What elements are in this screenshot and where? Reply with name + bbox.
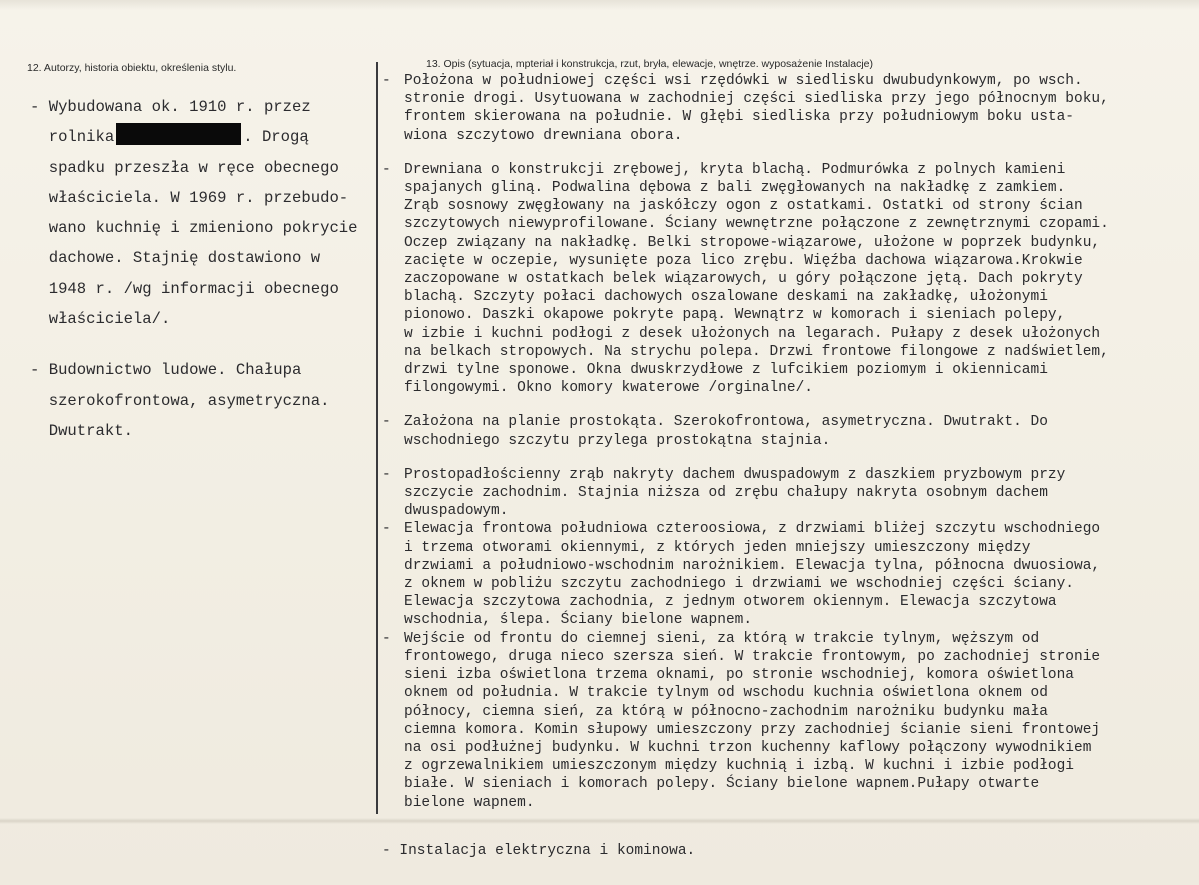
bullet-dash: - bbox=[382, 414, 391, 431]
text-line: właściciela/. bbox=[30, 310, 171, 329]
text-content: z ogrzewalnikiem umieszczonym między kuchnią i izbą. W kuchni i izbie podłogi bbox=[404, 758, 1075, 775]
text-content: wiona szczytowo drewniana obora. bbox=[404, 127, 683, 144]
text-content: frontowego, druga nieco szersza sień. W trakcie frontowym, po zachodniej stronie bbox=[404, 648, 1101, 665]
text-line bbox=[382, 270, 1197, 288]
text-line bbox=[382, 197, 1197, 215]
text-line: szerokofrontowa, asymetryczna. bbox=[30, 391, 330, 410]
text-line bbox=[382, 502, 1197, 520]
text-content: Oczep związany na nakładkę. Belki stropowe-wiązarowe, ułożone w poprzek budynku, bbox=[404, 234, 1101, 251]
text-line bbox=[382, 215, 1197, 233]
text-line bbox=[382, 90, 1197, 108]
text-line bbox=[382, 775, 1197, 793]
text-line bbox=[382, 703, 1197, 721]
text-line bbox=[382, 161, 1197, 179]
section-12-header: 12. Autorzy, historia obiektu, określenia stylu. bbox=[27, 62, 237, 74]
text-line bbox=[382, 432, 1197, 450]
text-content: szczycie zachodnim. Stajnia niższa od zrębu chałupy nakryta osobnym dachem bbox=[404, 485, 1048, 502]
text-content: oknem od południa. W trakcie tylnym od wschodu kuchnia oświetlona oknem od bbox=[404, 685, 1048, 702]
bullet-dash: - bbox=[382, 521, 391, 538]
column-divider bbox=[376, 62, 378, 814]
text-content: spajanych gliną. Podwalina dębowa z bali zwęgłowanych na nakładkę z zamkiem. bbox=[404, 180, 1066, 197]
text-content: białe. W sieniach i komorach polepy. Ściany bielone wapnem.Pułapy otwarte bbox=[404, 776, 1040, 793]
bullet-dash: - bbox=[382, 466, 391, 483]
text-line bbox=[382, 684, 1197, 702]
text-content: zaczopowane w ostatkach belek wiązarowych, u góry połączone jętą. Dach pokryty bbox=[404, 271, 1083, 288]
text-content: Wejście od frontu do ciemnej sieni, za którą w trakcie tylnym, węższym od bbox=[404, 630, 1040, 647]
text-line bbox=[382, 413, 1197, 431]
text-line bbox=[382, 757, 1197, 775]
text-line: 1948 r. /wg informacji obecnego bbox=[30, 279, 339, 298]
installation-note: - Instalacja elektryczna i kominowa. bbox=[382, 843, 696, 859]
text-line bbox=[382, 721, 1197, 739]
text-content: Zrąb sosnowy zwęgłowany na jaskółczy ogon z ostatkami. Ostatki od strony ścian bbox=[404, 198, 1083, 215]
text-line: dachowe. Stajnię dostawiono w bbox=[30, 249, 321, 268]
text-line bbox=[382, 108, 1197, 126]
description-paragraph bbox=[382, 161, 1197, 398]
text-line bbox=[382, 575, 1197, 593]
paper-fold-line bbox=[0, 818, 1199, 824]
text-content: Położona w południowej części wsi rzędówki w siedlisku dwubudynkowym, po wsch. bbox=[404, 73, 1083, 89]
text-content: stronie drogi. Usytuowana w zachodniej części siedliska przy jego północnym boku, bbox=[404, 91, 1109, 108]
text-line bbox=[382, 666, 1197, 684]
text-content: drzwiami a południowo-wschodnim narożnikiem. Elewacja tylna, północna dwuosiowa, bbox=[404, 557, 1101, 574]
text-fragment: rolnika bbox=[30, 128, 115, 147]
text-content: na osi podłużnej budynku. W kuchni trzon kuchenny kaflowy połączony wywodnikiem bbox=[404, 739, 1092, 756]
text-line: - Wybudowana ok. 1910 r. przez bbox=[30, 98, 311, 116]
text-line bbox=[382, 484, 1197, 502]
text-content: wschodnia, ślepa. Ściany bielone wapnem. bbox=[404, 612, 753, 629]
text-content: szczytowych niewyprofilowane. Ściany wewnętrzne połączone z zewnętrznymi czopami. bbox=[404, 216, 1109, 233]
description-paragraph bbox=[382, 413, 1197, 449]
history-column bbox=[30, 92, 370, 446]
text-content: sieni izba oświetlona trzema oknami, po stronie wschodniej, komora oświetlona bbox=[404, 667, 1075, 684]
bullet-dash: - bbox=[382, 73, 391, 89]
text-line: Dwutrakt. bbox=[30, 421, 133, 440]
description-paragraph bbox=[382, 630, 1197, 812]
text-content: Elewacja frontowa południowa czteroosiowa, z drzwiami bliżej szczytu wschodniego bbox=[404, 521, 1101, 538]
text-line: wano kuchnię i zmieniono pokrycie bbox=[30, 219, 358, 238]
text-line bbox=[382, 72, 1197, 90]
text-line bbox=[382, 557, 1197, 575]
text-line bbox=[382, 611, 1197, 629]
text-line bbox=[382, 794, 1197, 812]
text-content: w izbie i kuchni podłogi z desek ułożonych na legarach. Pułapy z desek ułożonych bbox=[404, 325, 1101, 342]
text-content: pionowo. Daszki okapowe pokryte papą. Wewnątrz w komorach i sieniach polepy, bbox=[404, 307, 1066, 324]
text-line bbox=[382, 252, 1197, 270]
text-line bbox=[382, 630, 1197, 648]
text-content: Elewacja szczytowa zachodnia, z jednym otworem okiennym. Elewacja szczytowa bbox=[404, 594, 1057, 611]
text-line-with-redaction bbox=[30, 122, 370, 152]
text-line bbox=[382, 325, 1197, 343]
text-content: na belkach stropowych. Na strychu polepa. Drzwi frontowe filongowe z nadświetlem, bbox=[404, 343, 1109, 360]
text-line bbox=[382, 288, 1197, 306]
section-13-header: 13. Opis (sytuacja, mpteriał i konstrukcja, rzut, bryła, elewacje, wnętrze. wyposażenie Instalacje) bbox=[426, 58, 874, 70]
text-line bbox=[382, 361, 1197, 379]
text-line bbox=[382, 520, 1197, 538]
text-fragment: . Drogą bbox=[243, 128, 309, 147]
bullet-dash: - bbox=[382, 161, 391, 178]
text-line: spadku przeszła w ręce obecnego bbox=[30, 158, 339, 177]
text-line bbox=[382, 179, 1197, 197]
text-content: z oknem w pobliżu szczytu zachodniego i drzwiami we wschodniej części ściany. bbox=[404, 576, 1075, 593]
text-content: Prostopadłościenny zrąb nakryty dachem dwuspadowym z daszkiem pryzbowym przy bbox=[404, 466, 1066, 483]
text-content: ciemna komora. Komin słupowy umieszczony przy zachodniej ścianie sieni frontowej bbox=[404, 721, 1101, 738]
text-content: filongowymi. Okno komory kwaterowe /orginalne/. bbox=[404, 380, 813, 397]
text-line bbox=[382, 593, 1197, 611]
history-paragraph bbox=[30, 92, 370, 334]
text-line bbox=[382, 379, 1197, 397]
style-paragraph bbox=[30, 355, 370, 446]
text-content: blachą. Szczyty połaci dachowych oszalowane deskami na zakładkę, ułożonymi bbox=[404, 289, 1048, 306]
paper-edge-shadow bbox=[0, 0, 1199, 10]
text-line bbox=[382, 234, 1197, 252]
text-line bbox=[382, 648, 1197, 666]
text-content: północy, ciemna sień, za którą w północno-zachodnim narożniku budynku mała bbox=[404, 703, 1048, 720]
bullet-dash: - bbox=[382, 630, 391, 647]
redaction-bar bbox=[116, 123, 241, 145]
text-line bbox=[382, 466, 1197, 484]
text-content: Założona na planie prostokąta. Szerokofrontowa, asymetryczna. Dwutrakt. Do bbox=[404, 414, 1048, 431]
text-content: bielone wapnem. bbox=[404, 794, 535, 811]
description-paragraph bbox=[382, 72, 1197, 145]
text-line bbox=[382, 306, 1197, 324]
text-line bbox=[382, 739, 1197, 757]
description-paragraph bbox=[382, 466, 1197, 521]
text-content: zacięte w oczepie, wysunięte poza lico zrębu. Więźba dachowa wiązarowa.Krokwie bbox=[404, 252, 1083, 269]
description-paragraph bbox=[382, 520, 1197, 629]
text-line: - Budownictwo ludowe. Chałupa bbox=[30, 361, 302, 380]
text-line bbox=[382, 343, 1197, 361]
text-content: drzwi tylne sponowe. Okna dwuskrzydłowe z lufcikiem poziomym i okiennicami bbox=[404, 362, 1048, 379]
text-line bbox=[382, 539, 1197, 557]
text-line: właściciela. W 1969 r. przebudo- bbox=[30, 188, 349, 207]
text-content: wschodniego szczytu przylega prostokątna stajnia. bbox=[404, 432, 831, 449]
text-content: i trzema otworami okiennymi, z których jeden mniejszy umieszczony między bbox=[404, 539, 1031, 556]
text-content: Drewniana o konstrukcji zrębowej, kryta blachą. Podmurówka z polnych kamieni bbox=[404, 161, 1066, 178]
description-column bbox=[382, 72, 1197, 812]
text-line bbox=[382, 127, 1197, 145]
text-content: dwuspadowym. bbox=[404, 503, 509, 520]
text-content: frontem skierowana na południe. W głębi siedliska przy południowym boku usta- bbox=[404, 109, 1075, 126]
